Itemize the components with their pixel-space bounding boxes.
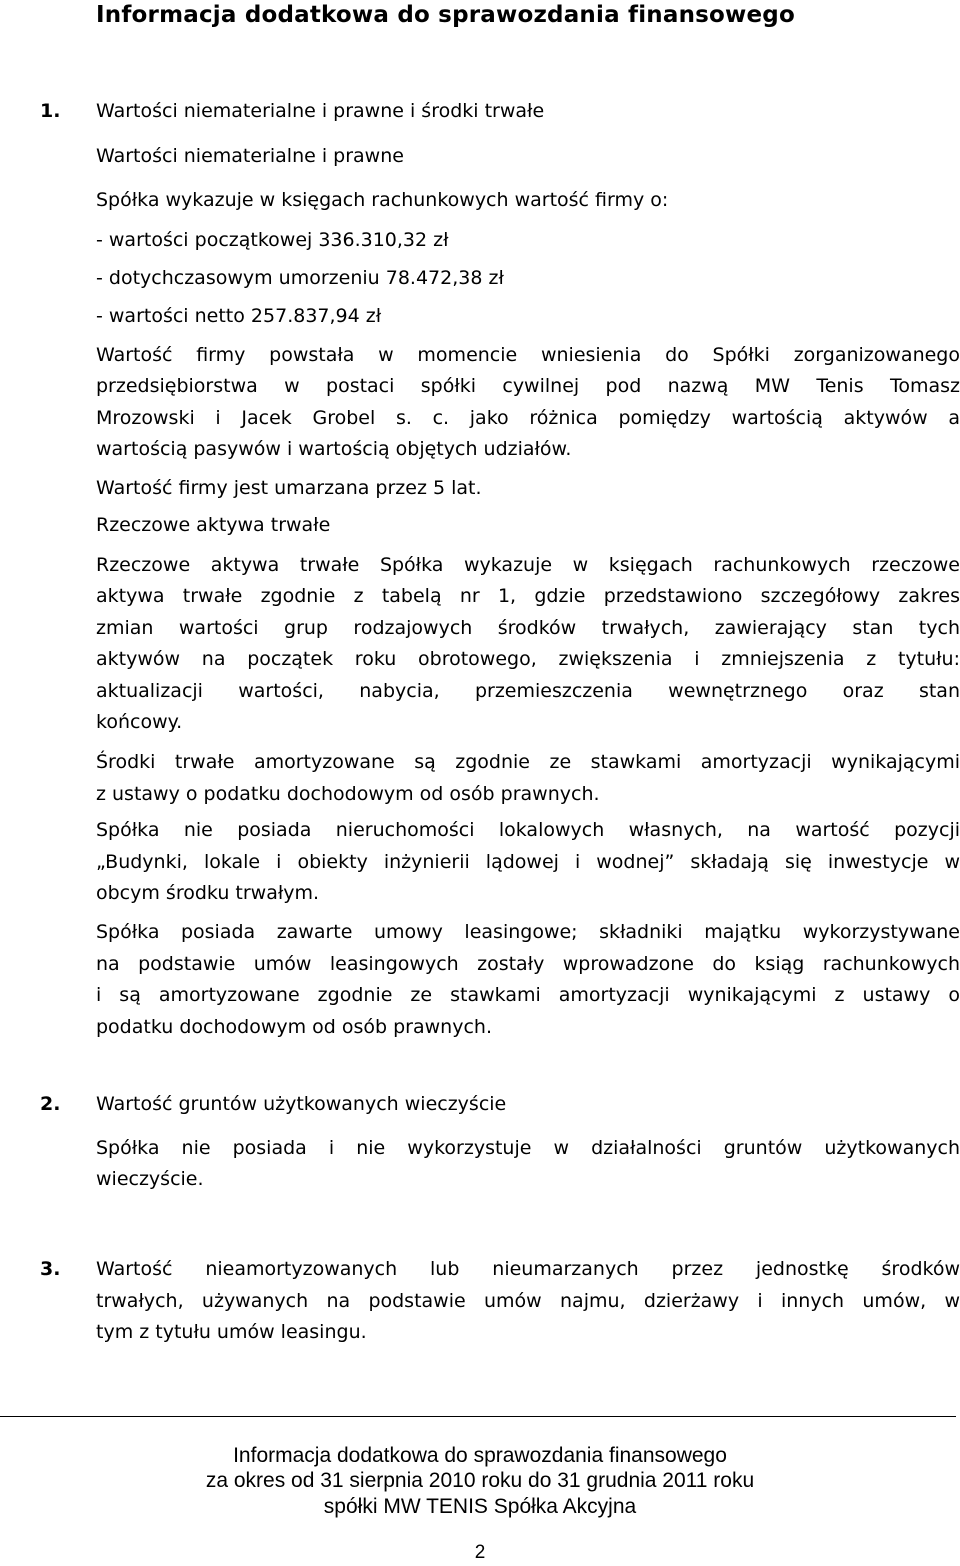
fixed-assets-paragraph-line: zmian wartości grup rodzajowych środków trwałych, zawierający stan tych [96, 617, 960, 639]
section-1-heading: Wartości niematerialne i prawne i środki trwałe [96, 100, 545, 122]
footer-divider [0, 1416, 956, 1417]
fixed-assets-paragraph-line: aktywów na początek roku obrotowego, zwiększenia i zmniejszenia z tytułu: [96, 648, 960, 670]
intangibles-subheading: Wartości niematerialne i prawne [96, 145, 404, 167]
fixed-assets-paragraph-line: aktywa trwałe zgodnie z tabelą nr 1, gdzie przedstawiono szczegółowy zakres [96, 585, 960, 607]
goodwill-net-value: - wartości netto 257.837,94 zł [96, 305, 382, 327]
footer-title: Informacja dodatkowa do sprawozdania finansowego [233, 1444, 727, 1467]
footer-company: spółki MW TENIS Spółka Akcyjna [323, 1495, 637, 1518]
section-3-paragraph-line: trwałych, używanych na podstawie umów najmu, dzierżawy i innych umów, w [96, 1290, 960, 1312]
page-title: Informacja dodatkowa do sprawozdania finansowego [96, 2, 795, 28]
section-3-number: 3. [40, 1258, 61, 1280]
fixed-assets-heading: Rzeczowe aktywa trwałe [96, 514, 331, 536]
real-estate-paragraph-line: „Budynki, lokale i obiekty inżynierii lądowej i wodnej” składają się inwestycje w [96, 851, 960, 873]
leasing-paragraph-line: na podstawie umów leasingowych zostały wprowadzone do ksiąg rachunkowych [96, 953, 960, 975]
goodwill-paragraph-line: przedsiębiorstwa w postaci spółki cywilnej pod nazwą MW Tenis Tomasz [96, 375, 960, 397]
goodwill-paragraph-line: Wartość firmy powstała w momencie wniesienia do Spółki zorganizowanego [96, 344, 960, 366]
page-number: 2 [474, 1542, 486, 1563]
section-3-paragraph-line: tym z tytułu umów leasingu. [96, 1321, 367, 1343]
section-2-heading: Wartość gruntów użytkowanych wieczyście [96, 1093, 507, 1115]
section-2-paragraph-line: Spółka nie posiada i nie wykorzystuje w działalności gruntów użytkowanych [96, 1137, 960, 1159]
leasing-paragraph-line: podatku dochodowym od osób prawnych. [96, 1016, 492, 1038]
section-2-number: 2. [40, 1093, 61, 1115]
leasing-paragraph-line: Spółka posiada zawarte umowy leasingowe; składniki majątku wykorzystywane [96, 921, 960, 943]
leasing-paragraph-line: i są amortyzowane zgodnie ze stawkami amortyzacji wynikającymi z ustawy o [96, 984, 960, 1006]
section-2-paragraph-line: wieczyście. [96, 1168, 204, 1190]
footer-period: za okres od 31 sierpnia 2010 roku do 31 grudnia 2011 roku [205, 1469, 755, 1492]
section-1-number: 1. [40, 100, 61, 122]
goodwill-intro: Spółka wykazuje w księgach rachunkowych wartość firmy o: [96, 189, 669, 211]
depreciation-paragraph-line: z ustawy o podatku dochodowym od osób prawnych. [96, 783, 600, 805]
fixed-assets-paragraph-line: aktualizacji wartości, nabycia, przemieszczenia wewnętrznego oraz stan [96, 680, 960, 702]
real-estate-paragraph-line: obcym środku trwałym. [96, 882, 320, 904]
section-3-paragraph-line: Wartość nieamortyzowanych lub nieumarzanych przez jednostkę środków [96, 1258, 960, 1280]
fixed-assets-paragraph-line: końcowy. [96, 711, 183, 733]
depreciation-paragraph-line: Środki trwałe amortyzowane są zgodnie ze stawkami amortyzacji wynikającymi [96, 751, 960, 773]
real-estate-paragraph-line: Spółka nie posiada nieruchomości lokalowych własnych, na wartość pozycji [96, 819, 960, 841]
amortization-note: Wartość firmy jest umarzana przez 5 lat. [96, 477, 482, 499]
goodwill-paragraph-line: wartością pasywów i wartością objętych udziałów. [96, 438, 572, 460]
goodwill-initial-value: - wartości początkowej 336.310,32 zł [96, 229, 449, 251]
goodwill-accumulated-amortization: - dotychczasowym umorzeniu 78.472,38 zł [96, 267, 504, 289]
fixed-assets-paragraph-line: Rzeczowe aktywa trwałe Spółka wykazuje w księgach rachunkowych rzeczowe [96, 554, 960, 576]
goodwill-paragraph-line: Mrozowski i Jacek Grobel s. c. jako różnica pomiędzy wartością aktywów a [96, 407, 960, 429]
